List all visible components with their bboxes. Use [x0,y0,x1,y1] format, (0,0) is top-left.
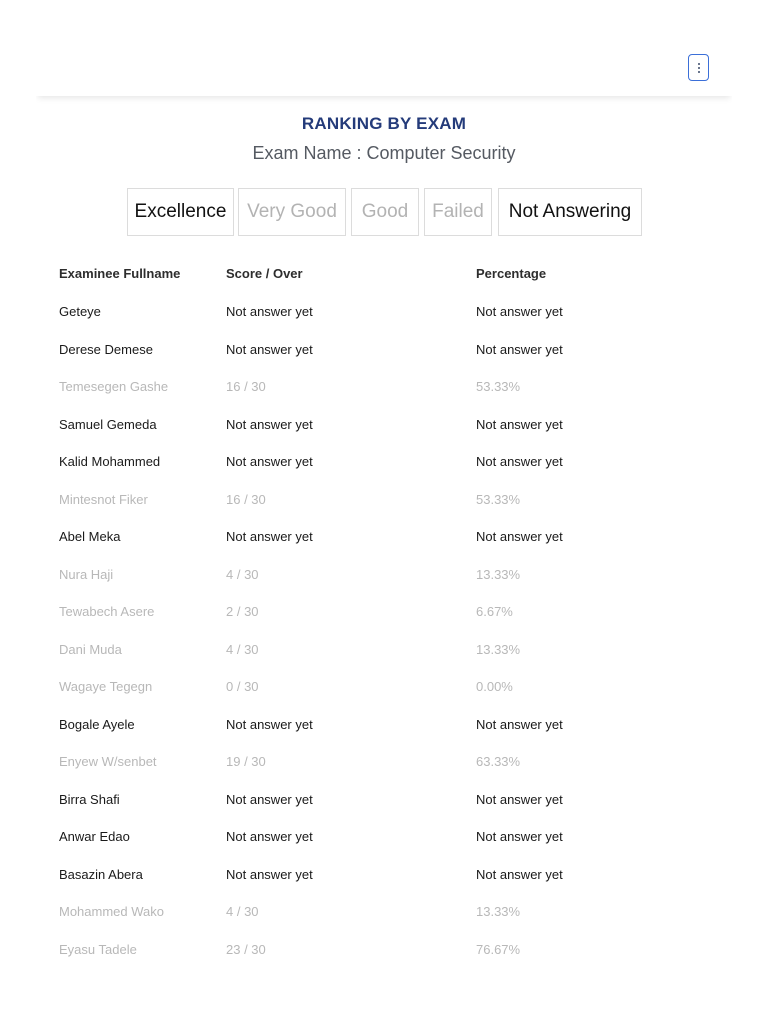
percentage-cell: Not answer yet [476,341,563,357]
score-cell: Not answer yet [226,529,313,544]
examinee-name: Tewabech Asere [59,604,155,619]
table-row [36,369,732,407]
table-row [36,744,732,782]
ranking-card [36,40,732,988]
table-row [36,819,732,857]
table-row [36,482,732,520]
score-cell: 16 / 30 [226,379,266,394]
score-cell: Not answer yet [226,454,313,469]
score-cell: Not answer yet [226,866,313,882]
filter-bar [36,188,732,236]
column-header-percentage: Percentage [476,266,547,281]
filter-very-good-button[interactable]: Very Good [238,188,346,236]
percentage-cell: 13.33% [476,566,521,582]
score-cell: Not answer yet [226,829,313,844]
table-row [36,782,732,820]
score-cell: Not answer yet [226,791,313,807]
column-header-score: Score / Over [226,266,303,281]
score-cell: Not answer yet [226,716,313,732]
table-row [36,932,732,970]
filter-failed-button[interactable]: Failed [424,188,492,236]
percentage-cell: Not answer yet [476,716,563,732]
exam-name: Exam Name : Computer Security [252,143,516,163]
percentage-cell: Not answer yet [476,529,563,544]
examinee-name: Mintesnot Fiker [59,491,148,507]
table-row [36,444,732,482]
percentage-cell: Not answer yet [476,416,563,432]
score-cell: 16 / 30 [226,491,266,507]
score-cell: 0 / 30 [226,679,259,694]
examinee-name: Eyasu Tadele [59,941,137,957]
filter-not-answering-button[interactable]: Not Answering [498,188,642,236]
table-row [36,594,732,632]
percentage-cell: 6.67% [476,604,513,619]
percentage-cell: 0.00% [476,679,513,694]
examinee-name: Bogale Ayele [59,716,135,732]
examinee-name: Enyew W/senbet [59,754,157,769]
examinee-name: Samuel Gemeda [59,416,157,432]
column-header-fullname: Examinee Fullname [59,266,181,281]
table-row [36,519,732,557]
score-cell: 19 / 30 [226,754,266,769]
table-row [36,669,732,707]
score-cell: 4 / 30 [226,904,259,919]
score-cell: Not answer yet [226,341,313,357]
examinee-name: Mohammed Wako [59,904,164,919]
score-cell: 23 / 30 [226,941,266,957]
table-row [36,557,732,595]
score-cell: 4 / 30 [226,641,259,657]
score-cell: 2 / 30 [226,604,259,619]
score-cell: Not answer yet [226,416,313,432]
percentage-cell: Not answer yet [476,454,563,469]
examinee-name: Dani Muda [59,641,122,657]
score-cell: Not answer yet [226,304,313,319]
examinee-name: Basazin Abera [59,866,143,882]
page-title: RANKING BY EXAM [301,114,467,133]
percentage-cell: Not answer yet [476,866,563,882]
table-row [36,632,732,670]
examinee-name: Geteye [59,304,101,319]
table-row [36,894,732,932]
examinee-name: Birra Shafi [59,791,120,807]
percentage-cell: Not answer yet [476,304,563,319]
percentage-cell: Not answer yet [476,791,563,807]
percentage-cell: 53.33% [476,491,521,507]
table-row [36,332,732,370]
examinee-name: Temesegen Gashe [59,379,169,394]
percentage-cell: 13.33% [476,904,521,919]
table-row [36,407,732,445]
examinee-name: Nura Haji [59,566,114,582]
percentage-cell: 63.33% [476,754,521,769]
examinee-name: Anwar Edao [59,829,130,844]
top-bar [36,40,732,96]
table-row [36,707,732,745]
percentage-cell: 76.67% [476,941,521,957]
kebab-vertical-icon [698,63,700,73]
filter-good-button[interactable]: Good [351,188,419,236]
table-body [36,294,732,969]
percentage-cell: Not answer yet [476,829,563,844]
filter-excellence-button[interactable]: Excellence [127,188,234,236]
more-options-button[interactable] [688,54,709,81]
percentage-cell: 53.33% [476,379,521,394]
examinee-name: Derese Demese [59,341,153,357]
percentage-cell: 13.33% [476,641,521,657]
table-row [36,857,732,895]
examinee-name: Kalid Mohammed [59,454,161,469]
score-cell: 4 / 30 [226,566,259,582]
examinee-name: Wagaye Tegegn [59,679,153,694]
table-row [36,294,732,332]
examinee-name: Abel Meka [59,529,121,544]
